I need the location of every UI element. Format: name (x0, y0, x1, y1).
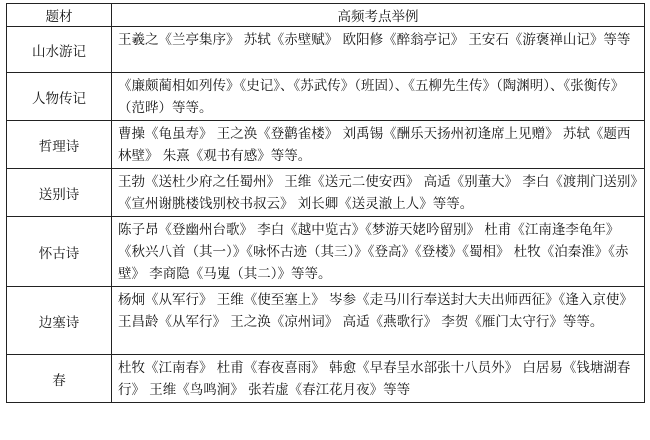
examples-cell: 《廉颇蔺相如列传》《史记》、《苏武传》（班固）、《五柳先生传》（陶渊明）、《张衡传》（范晔）等等。 (112, 73, 645, 121)
table-row (7, 217, 645, 287)
category-cell: 边塞诗 (7, 287, 112, 355)
header-examples: 高频考点举例 (112, 4, 645, 27)
topic-table (6, 3, 645, 403)
category-cell: 山水游记 (7, 27, 112, 73)
examples-cell: 陈子昂《登幽州台歌》 李白《越中览古》《梦游天姥吟留别》 杜甫《江南逢李龟年》《秋兴八首（其一）》《咏怀古迹（其三）》《登高》《登楼》《蜀相》 杜牧《泊秦淮》《赤壁》 李商隐《马嵬（其二）》等等。 (112, 217, 645, 287)
table-row (7, 169, 645, 217)
table-row (7, 287, 645, 355)
examples-cell: 曹操《龟虽寿》 王之涣《登鹳雀楼》 刘禹锡《酬乐天扬州初逢席上见赠》 苏轼《题西林壁》 朱熹《观书有感》等等。 (112, 121, 645, 169)
category-cell: 人物传记 (7, 73, 112, 121)
table-row (7, 355, 645, 403)
header-category: 题材 (7, 4, 112, 27)
category-cell: 哲理诗 (7, 121, 112, 169)
table-row (7, 27, 645, 73)
category-cell: 怀古诗 (7, 217, 112, 287)
header-row (7, 4, 645, 27)
examples-cell: 王勃《送杜少府之任蜀州》 王维《送元二使安西》 高适《别董大》 李白《渡荆门送别》《宣州谢朓楼饯别校书叔云》 刘长卿《送灵澈上人》等等。 (112, 169, 645, 217)
examples-cell: 杜牧《江南春》 杜甫《春夜喜雨》 韩愈《早春呈水部张十八员外》 白居易《钱塘湖春行》 王维《鸟鸣涧》 张若虚《春江花月夜》等等 (112, 355, 645, 403)
examples-cell: 王羲之《兰亭集序》 苏轼《赤壁赋》 欧阳修《醉翁亭记》 王安石《游褒禅山记》等等 (112, 27, 645, 73)
table-row (7, 121, 645, 169)
table-row (7, 73, 645, 121)
category-cell: 春 (7, 355, 112, 403)
examples-cell: 杨炯《从军行》 王维《使至塞上》 岑参《走马川行奉送封大夫出师西征》《逢入京使》 王昌龄《从军行》 王之涣《凉州词》 高适《燕歌行》 李贺《雁门太守行》等等。 (112, 287, 645, 355)
category-cell: 送别诗 (7, 169, 112, 217)
